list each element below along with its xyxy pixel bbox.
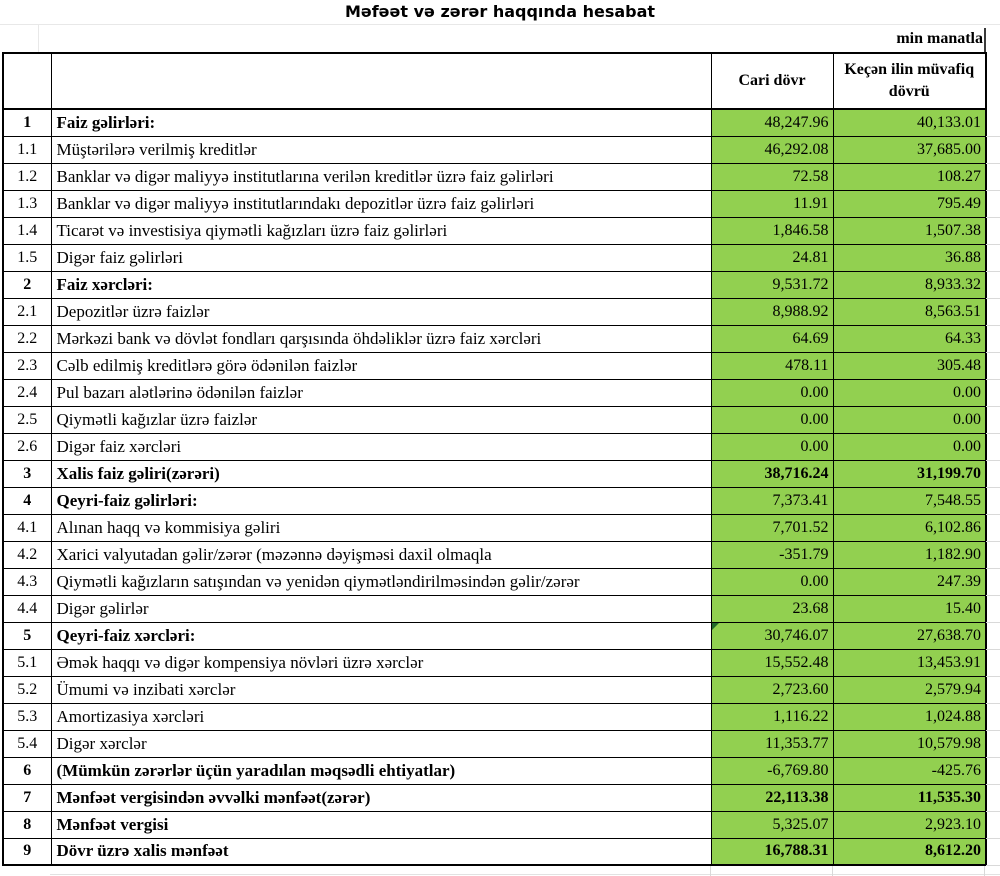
current-value-cell[interactable] xyxy=(711,379,833,406)
previous-value-cell[interactable] xyxy=(833,703,986,730)
current-value-cell[interactable] xyxy=(711,595,833,622)
previous-value-text: 2,579.94 xyxy=(925,680,981,698)
table-row xyxy=(3,352,986,379)
previous-value-cell[interactable] xyxy=(833,595,986,622)
row-label-cell[interactable]: Banklar və digər maliyyə institutlarına verilən kreditlər üzrə faiz gəlirləri xyxy=(51,163,711,190)
row-label-cell[interactable]: Digər faiz xərcləri xyxy=(51,433,711,460)
previous-value-cell[interactable] xyxy=(833,136,986,163)
table-row xyxy=(3,595,986,622)
current-value-cell[interactable] xyxy=(711,109,833,136)
current-value-text: 38,716.24 xyxy=(764,464,829,482)
previous-value-text: 15.40 xyxy=(945,599,981,617)
current-value-cell[interactable] xyxy=(711,676,833,703)
current-value-text: 72.58 xyxy=(792,167,829,185)
previous-value-text: 37,685.00 xyxy=(917,140,981,158)
row-number-cell[interactable]: 1.1 xyxy=(3,136,51,163)
row-label-cell[interactable]: Mənfəət vergisindən əvvəlki mənfəət(zərər) xyxy=(51,784,711,811)
previous-value-cell[interactable] xyxy=(833,433,986,460)
row-number-cell[interactable]: 2.1 xyxy=(3,298,51,325)
gridline-stub xyxy=(984,866,985,876)
previous-value-text: 0.00 xyxy=(953,437,981,455)
current-value-text: 11,353.77 xyxy=(765,734,829,752)
table-row xyxy=(3,676,986,703)
table-row xyxy=(3,325,986,352)
row-number-cell[interactable]: 5.4 xyxy=(3,730,51,757)
table-row xyxy=(3,541,986,568)
row-label-cell[interactable]: (Mümkün zərərlər üçün yaradılan məqsədli ehtiyatlar) xyxy=(51,757,711,784)
row-number-cell[interactable]: 9 xyxy=(3,838,51,865)
current-value-cell[interactable] xyxy=(711,271,833,298)
table-row xyxy=(3,244,986,271)
row-number-cell[interactable]: 8 xyxy=(3,811,51,838)
previous-value-cell[interactable] xyxy=(833,541,986,568)
previous-value-text: 247.39 xyxy=(937,572,981,590)
current-value-text: 0.00 xyxy=(800,383,829,401)
current-value-cell[interactable] xyxy=(711,217,833,244)
row-label-cell[interactable]: Mənfəət vergisi xyxy=(51,811,711,838)
current-value-cell[interactable] xyxy=(711,784,833,811)
table-row xyxy=(3,406,986,433)
table-row xyxy=(3,622,986,649)
current-value-cell[interactable] xyxy=(711,757,833,784)
row-number-cell[interactable]: 2 xyxy=(3,271,51,298)
current-value-text: 0.00 xyxy=(800,437,829,455)
table-row xyxy=(3,649,986,676)
previous-value-cell[interactable] xyxy=(833,487,986,514)
current-value-cell[interactable] xyxy=(711,406,833,433)
comment-flag-icon xyxy=(712,623,719,630)
row-label-cell[interactable]: Qeyri-faiz xərcləri: xyxy=(51,622,711,649)
table-row xyxy=(3,271,986,298)
header-current-period[interactable]: Cari dövr xyxy=(711,53,833,109)
gridline-stub xyxy=(710,866,711,876)
table-row xyxy=(3,433,986,460)
table-row xyxy=(3,757,986,784)
previous-value-text: 1,024.88 xyxy=(925,707,981,725)
current-value-text: 2,723.60 xyxy=(772,680,829,698)
previous-value-cell[interactable] xyxy=(833,514,986,541)
current-value-cell[interactable] xyxy=(711,649,833,676)
previous-value-cell[interactable] xyxy=(833,271,986,298)
table-row xyxy=(3,703,986,730)
row-number-cell[interactable]: 2.2 xyxy=(3,325,51,352)
current-value-cell[interactable] xyxy=(711,541,833,568)
previous-value-cell[interactable] xyxy=(833,298,986,325)
row-label-cell[interactable]: Alınan haqq və kommisiya gəliri xyxy=(51,514,711,541)
table-row xyxy=(3,298,986,325)
current-value-cell[interactable] xyxy=(711,433,833,460)
current-value-text: 1,116.22 xyxy=(773,707,829,725)
row-number-cell[interactable]: 4.1 xyxy=(3,514,51,541)
header-row xyxy=(3,53,986,109)
current-value-text: 478.11 xyxy=(785,356,829,374)
previous-value-cell[interactable] xyxy=(833,217,986,244)
header-number-cell[interactable] xyxy=(3,53,51,109)
table-row xyxy=(3,811,986,838)
current-value-text: 48,247.96 xyxy=(764,113,829,131)
header-previous-period[interactable]: Keçən ilin müvafiq dövrü xyxy=(833,53,986,109)
current-value-text: 23.68 xyxy=(792,599,829,617)
current-value-text: 8,988.92 xyxy=(772,302,829,320)
previous-value-text: 10,579.98 xyxy=(917,734,981,752)
previous-value-cell[interactable] xyxy=(833,352,986,379)
previous-value-text: -425.76 xyxy=(931,761,981,779)
current-value-text: 15,552.48 xyxy=(764,653,829,671)
table-row xyxy=(3,217,986,244)
row-number-cell[interactable]: 3 xyxy=(3,460,51,487)
current-value-cell[interactable] xyxy=(711,622,833,649)
row-label-cell[interactable]: Amortizasiya xərcləri xyxy=(51,703,711,730)
table-row xyxy=(3,838,986,865)
table-row xyxy=(3,109,986,136)
previous-value-text: 7,548.55 xyxy=(925,491,981,509)
current-value-cell[interactable] xyxy=(711,730,833,757)
table-row xyxy=(3,730,986,757)
row-number-cell[interactable]: 1.3 xyxy=(3,190,51,217)
current-value-text: 7,373.41 xyxy=(772,491,829,509)
current-value-text: 24.81 xyxy=(792,248,829,266)
previous-value-cell[interactable] xyxy=(833,838,986,865)
previous-value-text: 8,933.32 xyxy=(925,275,981,293)
current-value-cell[interactable] xyxy=(711,352,833,379)
row-number-cell[interactable]: 2.3 xyxy=(3,352,51,379)
previous-value-text: 0.00 xyxy=(953,383,981,401)
table-row xyxy=(3,568,986,595)
row-number-cell[interactable]: 5.3 xyxy=(3,703,51,730)
previous-value-text: 31,199.70 xyxy=(917,464,981,482)
row-label-cell[interactable]: Mərkəzi bank və dövlət fondları qarşısında öhdəliklər üzrə faiz xərcləri xyxy=(51,325,711,352)
table-row xyxy=(3,487,986,514)
row-label-cell[interactable]: Digər faiz gəlirləri xyxy=(51,244,711,271)
previous-value-cell[interactable] xyxy=(833,757,986,784)
current-value-text: 1,846.58 xyxy=(772,221,829,239)
table-row xyxy=(3,460,986,487)
row-number-cell[interactable]: 1.4 xyxy=(3,217,51,244)
previous-value-text: 1,182.90 xyxy=(925,545,981,563)
previous-value-cell[interactable] xyxy=(833,109,986,136)
current-value-cell[interactable] xyxy=(711,811,833,838)
current-value-text: -6,769.80 xyxy=(767,761,829,779)
previous-value-text: 0.00 xyxy=(953,410,981,428)
previous-value-cell[interactable] xyxy=(833,784,986,811)
row-number-cell[interactable]: 7 xyxy=(3,784,51,811)
row-label-cell[interactable]: Ümumi və inzibati xərclər xyxy=(51,676,711,703)
current-value-text: 0.00 xyxy=(800,410,829,428)
previous-value-cell[interactable] xyxy=(833,406,986,433)
row-label-cell[interactable]: Faiz gəlirləri: xyxy=(51,109,711,136)
row-label-cell[interactable]: Qiymətli kağızlar üzrə faizlər xyxy=(51,406,711,433)
profit-loss-table xyxy=(2,52,987,866)
previous-value-text: 13,453.91 xyxy=(917,653,981,671)
previous-value-cell[interactable] xyxy=(833,649,986,676)
row-number-cell[interactable]: 4.3 xyxy=(3,568,51,595)
current-value-text: 30,746.07 xyxy=(764,626,829,644)
current-value-cell[interactable] xyxy=(711,190,833,217)
previous-value-text: 108.27 xyxy=(937,167,981,185)
row-label-cell[interactable]: Ticarət və investisiya qiymətli kağızları üzrə faiz gəlirləri xyxy=(51,217,711,244)
previous-value-text: 795.49 xyxy=(937,194,981,212)
row-label-cell[interactable]: Digər gəlirlər xyxy=(51,595,711,622)
previous-value-text: 64.33 xyxy=(945,329,981,347)
current-value-text: -351.79 xyxy=(779,545,829,563)
previous-value-cell[interactable] xyxy=(833,244,986,271)
current-value-text: 0.00 xyxy=(800,572,829,590)
current-value-cell[interactable] xyxy=(711,163,833,190)
previous-value-cell[interactable] xyxy=(833,325,986,352)
previous-value-cell[interactable] xyxy=(833,190,986,217)
current-value-text: 64.69 xyxy=(792,329,829,347)
report-title: Məfəət və zərər haqqında hesabat xyxy=(344,2,656,21)
previous-value-text: 6,102.86 xyxy=(925,518,981,536)
previous-value-text: 36.88 xyxy=(945,248,981,266)
current-value-text: 11.91 xyxy=(793,194,829,212)
header-label-cell[interactable] xyxy=(51,53,711,109)
previous-value-cell[interactable] xyxy=(833,730,986,757)
row-number-cell[interactable]: 2.5 xyxy=(3,406,51,433)
current-value-text: 46,292.08 xyxy=(764,140,829,158)
current-value-cell[interactable] xyxy=(711,838,833,865)
row-label-cell[interactable]: Xarici valyutadan gəlir/zərər (məzənnə dəyişməsi daxil olmaqla xyxy=(51,541,711,568)
table-row xyxy=(3,136,986,163)
current-value-text: 16,788.31 xyxy=(764,842,829,860)
previous-value-text: 11,535.30 xyxy=(917,788,981,806)
row-number-cell[interactable]: 4.4 xyxy=(3,595,51,622)
current-value-cell[interactable] xyxy=(711,244,833,271)
current-value-cell[interactable] xyxy=(711,298,833,325)
row-label-cell[interactable]: Qiymətli kağızların satışından və yenidən qiymətləndirilməsindən gəlir/zərər xyxy=(51,568,711,595)
current-value-cell[interactable] xyxy=(711,325,833,352)
row-label-cell[interactable]: Cəlb edilmiş kreditlərə görə ödənilən faizlər xyxy=(51,352,711,379)
row-label-cell[interactable]: Faiz xərcləri: xyxy=(51,271,711,298)
gridline-horizontal xyxy=(0,24,1000,25)
previous-value-cell[interactable] xyxy=(833,568,986,595)
row-number-cell[interactable]: 4.2 xyxy=(3,541,51,568)
unit-row-right-border xyxy=(984,28,986,52)
current-value-cell[interactable] xyxy=(711,568,833,595)
row-label-cell[interactable]: Banklar və digər maliyyə institutlarındakı depozitlər üzrə faiz gəlirləri xyxy=(51,190,711,217)
row-number-cell[interactable]: 1.5 xyxy=(3,244,51,271)
row-number-cell[interactable]: 5.2 xyxy=(3,676,51,703)
table-row xyxy=(3,514,986,541)
current-value-cell[interactable] xyxy=(711,514,833,541)
row-label-cell[interactable]: Müştərilərə verilmiş kreditlər xyxy=(51,136,711,163)
previous-value-cell[interactable] xyxy=(833,676,986,703)
row-label-cell[interactable]: Dövr üzrə xalis mənfəət xyxy=(51,838,711,865)
row-number-cell[interactable]: 5.1 xyxy=(3,649,51,676)
current-value-text: 9,531.72 xyxy=(772,275,829,293)
previous-value-text: 8,563.51 xyxy=(925,302,981,320)
current-value-cell[interactable] xyxy=(711,487,833,514)
row-number-cell[interactable]: 2.6 xyxy=(3,433,51,460)
row-number-cell[interactable]: 2.4 xyxy=(3,379,51,406)
row-label-cell[interactable]: Qeyri-faiz gəlirləri: xyxy=(51,487,711,514)
table-row xyxy=(3,379,986,406)
row-number-cell[interactable]: 5 xyxy=(3,622,51,649)
previous-value-text: 1,507.38 xyxy=(925,221,981,239)
gridline-vertical xyxy=(38,24,39,52)
row-number-cell[interactable]: 1 xyxy=(3,109,51,136)
previous-value-cell[interactable] xyxy=(833,811,986,838)
row-label-cell[interactable]: Depozitlər üzrə faizlər xyxy=(51,298,711,325)
previous-value-text: 305.48 xyxy=(937,356,981,374)
row-label-cell[interactable]: Xalis faiz gəliri(zərəri) xyxy=(51,460,711,487)
row-label-cell[interactable]: Digər xərclər xyxy=(51,730,711,757)
current-value-text: 22,113.38 xyxy=(765,788,829,806)
gridline-stub xyxy=(832,866,833,876)
row-number-cell[interactable]: 1.2 xyxy=(3,163,51,190)
table-row xyxy=(3,190,986,217)
table-row xyxy=(3,163,986,190)
current-value-cell[interactable] xyxy=(711,460,833,487)
outside-gridlines-right xyxy=(986,110,1000,866)
row-label-cell[interactable]: Pul bazarı alətlərinə ödənilən faizlər xyxy=(51,379,711,406)
row-number-cell[interactable]: 6 xyxy=(3,757,51,784)
current-value-cell[interactable] xyxy=(711,703,833,730)
unit-note: min manatla xyxy=(896,30,983,47)
current-value-text: 5,325.07 xyxy=(772,815,829,833)
previous-value-cell[interactable] xyxy=(833,163,986,190)
current-value-cell[interactable] xyxy=(711,136,833,163)
previous-value-cell[interactable] xyxy=(833,460,986,487)
previous-value-text: 8,612.20 xyxy=(925,842,981,860)
row-number-cell[interactable]: 4 xyxy=(3,487,51,514)
gridline-horizontal-bottom xyxy=(50,874,1000,875)
previous-value-cell[interactable] xyxy=(833,622,986,649)
table-row xyxy=(3,784,986,811)
previous-value-text: 40,133.01 xyxy=(917,113,981,131)
current-value-text: 7,701.52 xyxy=(772,518,829,536)
previous-value-text: 27,638.70 xyxy=(917,626,981,644)
previous-value-cell[interactable] xyxy=(833,379,986,406)
row-label-cell[interactable]: Əmək haqqı və digər kompensiya növləri üzrə xərclər xyxy=(51,649,711,676)
previous-value-text: 2,923.10 xyxy=(925,815,981,833)
